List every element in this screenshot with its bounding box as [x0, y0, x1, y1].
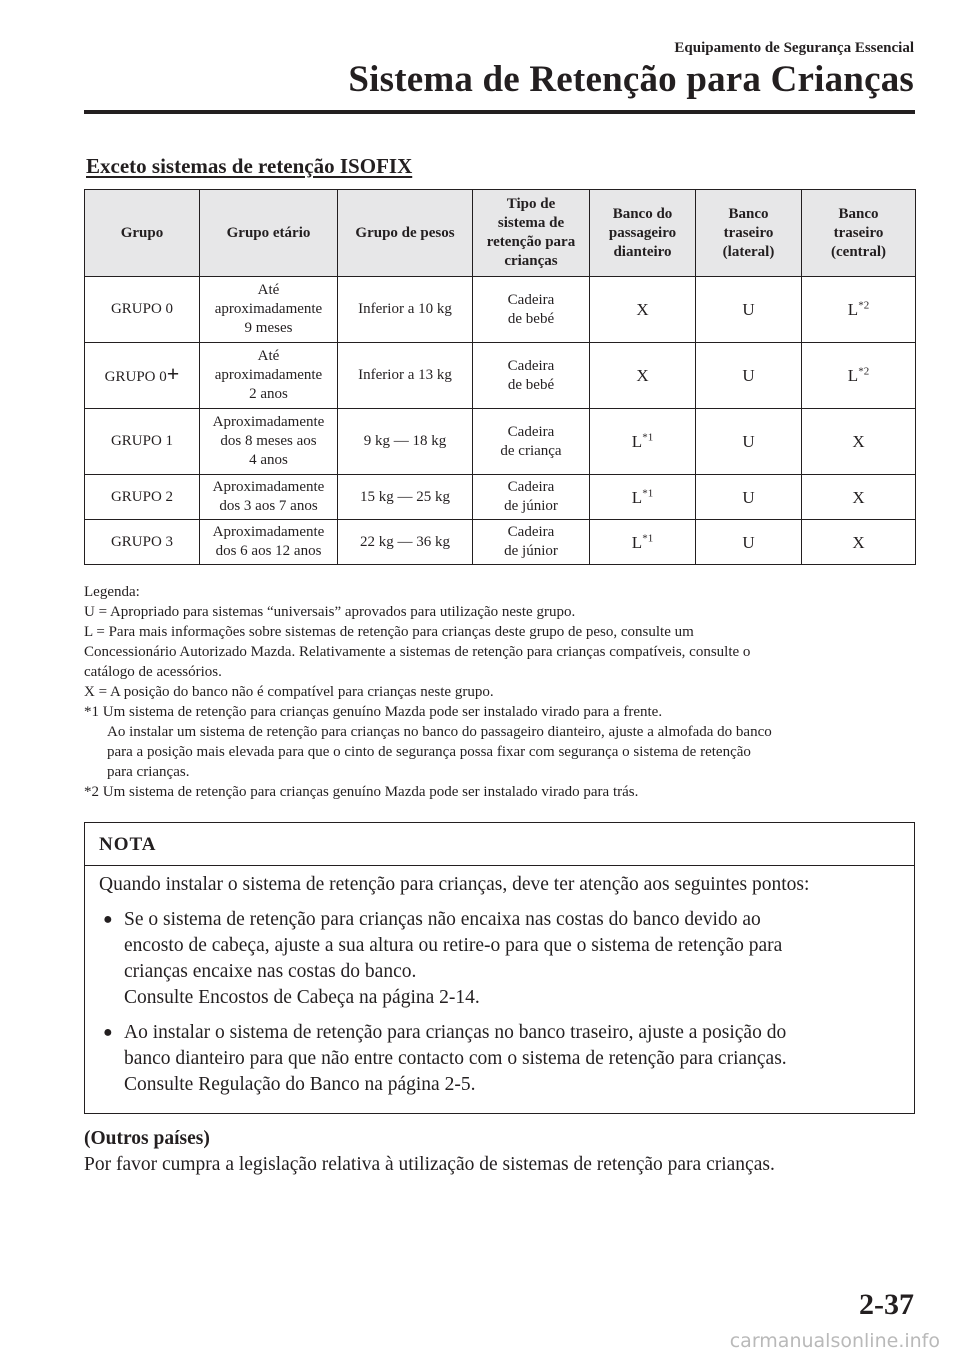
weight-cell: 22 kg — 36 kg [338, 520, 473, 565]
front-seat-cell: X [636, 300, 649, 319]
table-header-row [85, 190, 916, 277]
rear-side-cell: U [696, 343, 802, 409]
rear-center-cell: L [847, 366, 859, 385]
footnote-1-cont: para a posição mais elevada para que o cinto de segurança possa fixar com segurança o sistema de retenção [107, 744, 751, 760]
header-banco-traseiro-central: Banco traseiro (central) [802, 190, 916, 277]
footnote-1-cont: Ao instalar um sistema de retenção para crianças no banco do passageiro dianteiro, ajuste a almofada do banco [107, 724, 772, 740]
weight-cell: 15 kg — 25 kg [338, 475, 473, 520]
header-tipo-de-sistema: Tipo de sistema de retenção para crianças [473, 190, 590, 277]
plus-icon: + [166, 361, 180, 386]
table-row: GRUPO 1 Aproximadamente dos 8 meses aos 4 anos 9 kg — 18 kg Cadeira de criança $L^{*1}$ U X [85, 409, 916, 475]
rear-side-cell: U [696, 409, 802, 475]
footnote-1: *1 Um sistema de retenção para crianças genuíno Mazda pode ser instalado virado para a frente. [84, 704, 663, 720]
age-cell: Até [257, 282, 280, 298]
note-title: NOTA [85, 823, 914, 866]
legend-x: X = A posição do banco não é compatível para crianças neste grupo. [84, 684, 494, 700]
type-cell: Cadeira [507, 291, 555, 308]
header-banco-traseiro-lateral: Banco traseiro (lateral) [696, 190, 802, 277]
group-cell: GRUPO 2 [110, 488, 174, 505]
rear-side-cell: U [696, 520, 802, 565]
rear-center-cell: X [852, 532, 865, 552]
header-rule [84, 110, 915, 114]
other-countries-title: (Outros países) [84, 1128, 210, 1149]
cross-reference: Consulte Regulação do Banco na página 2-5. [124, 1074, 476, 1095]
header-grupo-etario: Grupo etário [200, 190, 338, 277]
weight-cell: Inferior a 10 kg [338, 277, 473, 343]
footnote-2: *2 Um sistema de retenção para crianças genuíno Mazda pode ser instalado virado para trás. [84, 784, 639, 800]
age-cell: Até [257, 348, 280, 364]
footnote-ref: *2 [858, 365, 870, 378]
header-grupo-de-pesos: Grupo de pesos [338, 190, 473, 277]
page-number: 2-37 [859, 1288, 914, 1321]
header-banco-passageiro: Banco do passageiro dianteiro [590, 190, 696, 277]
page-title: Sistema de Retenção para Crianças [348, 59, 914, 100]
type-cell: Cadeira [507, 357, 555, 374]
legend-l-cont: catálogo de acessórios. [84, 664, 222, 680]
rear-center-cell: L [847, 300, 859, 319]
note-bullet: ● Ao instalar o sistema de retenção para crianças no banco traseiro, ajuste a posição do banco dianteiro para que não entre contacto com o sistema de retenção para crianças. Consulte Regulação do Banco na página 2-5. [99, 1020, 914, 1098]
age-cell: Aproximadamente [212, 414, 325, 430]
section-title: Exceto sistemas de retenção ISOFIX [86, 154, 413, 178]
footnote-ref: *1 [642, 486, 654, 499]
legend-u: U = Apropriado para sistemas “universais” aprovados para utilização neste grupo. [84, 604, 576, 620]
rear-center-cell: X [852, 487, 865, 507]
weight-cell: Inferior a 13 kg [338, 343, 473, 409]
rear-center-cell: X [852, 432, 865, 451]
rear-side-cell: U [696, 277, 802, 343]
footnote-ref: *2 [858, 299, 870, 312]
front-seat-cell: X [636, 366, 649, 385]
group-cell: GRUPO 1 [110, 433, 174, 449]
footnote-1-cont: para crianças. [107, 764, 190, 780]
legend-title: Legenda: [84, 584, 140, 600]
section-header: Equipamento de Segurança Essencial [674, 40, 914, 56]
other-countries-text: Por favor cumpra a legislação relativa à utilização de sistemas de retenção para crianças. [84, 1154, 775, 1175]
group-cell: GRUPO 0 [104, 369, 167, 385]
legend [84, 582, 924, 802]
footnote-ref: *1 [642, 531, 654, 544]
watermark: carmanualsonline.info [729, 1330, 940, 1352]
group-cell: GRUPO 0 [110, 301, 174, 317]
weight-cell: 9 kg — 18 kg [338, 409, 473, 475]
front-seat-cell: L [631, 487, 643, 507]
table-row: GRUPO 0+ Até aproximadamente 2 anos Inferior a 13 kg Cadeira de bebé X U $L^{*2}$ [85, 343, 916, 409]
legend-l: L = Para mais informações sobre sistemas de retenção para crianças deste grupo de peso, consulte um [84, 624, 694, 640]
type-cell: Cadeira [507, 423, 555, 440]
table-row: GRUPO 3 Aproximadamente dos 6 aos 12 anos 22 kg — 36 kg Cadeira de júnior $L^{*1}$ U X [85, 520, 916, 565]
table-row: GRUPO 0 Até aproximadamente 9 meses Inferior a 10 kg Cadeira de bebé X U $L^{*2}$ [85, 277, 916, 343]
bullet-icon: ● [103, 911, 113, 928]
legend-l-cont: Concessionário Autorizado Mazda. Relativamente a sistemas de retenção para crianças compatíveis, consulte o [84, 644, 751, 660]
rear-side-cell: U [696, 475, 802, 520]
front-seat-cell: L [631, 532, 643, 552]
age-cell: Aproximadamente [212, 479, 325, 495]
age-cell: Aproximadamente [212, 524, 325, 540]
note-intro: Quando instalar o sistema de retenção para crianças, deve ter atenção aos seguintes pontos: [99, 874, 810, 895]
footnote-ref: *1 [642, 431, 654, 444]
table-row: GRUPO 2 Aproximadamente dos 3 aos 7 anos 15 kg — 25 kg Cadeira de júnior $L^{*1}$ U X [85, 475, 916, 520]
type-cell: Cadeira [507, 479, 555, 495]
type-cell: Cadeira [507, 524, 555, 540]
note-body [85, 866, 914, 1098]
front-seat-cell: L [631, 432, 643, 451]
compatibility-table [84, 189, 916, 565]
group-cell: GRUPO 3 [110, 533, 174, 550]
note-box [84, 822, 915, 1114]
header-grupo: Grupo [85, 190, 200, 277]
bullet-icon: ● [103, 1024, 113, 1041]
cross-reference: Consulte Encostos de Cabeça na página 2-14. [124, 987, 480, 1008]
note-bullet: ● Se o sistema de retenção para crianças não encaixa nas costas do banco devido ao encosto de cabeça, ajuste a sua altura ou retire-o para que o sistema de retenção para crianças encaixe nas costas do banco. Consulte Encostos de Cabeça na página 2-14. [99, 907, 914, 1011]
